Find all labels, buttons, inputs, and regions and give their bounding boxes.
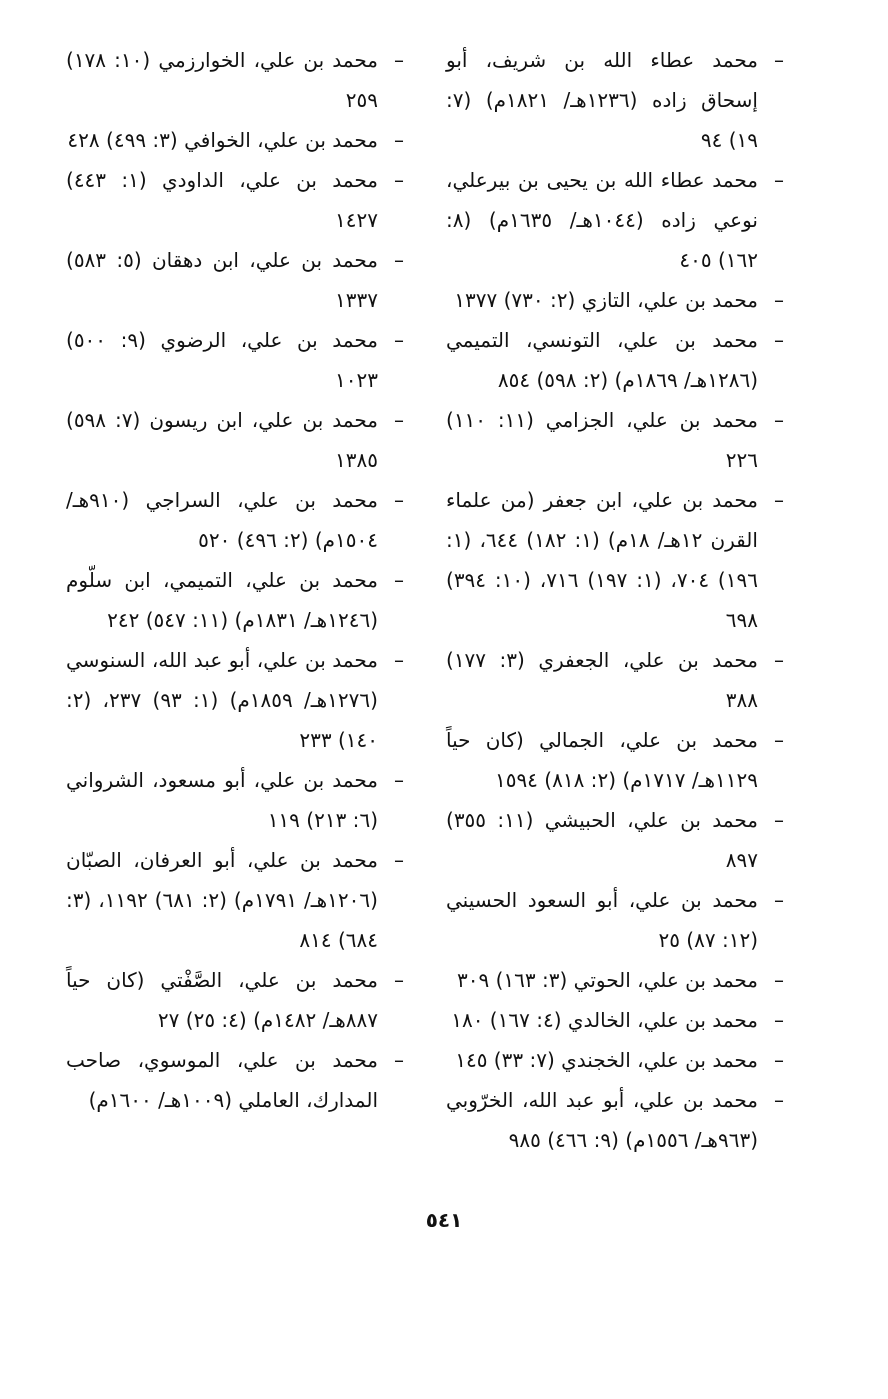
index-entry: – محمد بن علي، التميمي، ابن سلّوم (١٢٤٦هـ/ ١٨٣١م) (١١: ٥٤٧) ٢٤٢ [66, 560, 396, 640]
index-entry: – محمد عطاء الله بن يحيى بن بيرعلي، نوعي زاده (١٠٤٤هـ/ ١٦٣٥م) (٨: ١٦٢) ٤٠٥ [446, 160, 776, 280]
index-entry: – محمد بن علي، الصَّفْتي (كان حياً ٨٨٧هـ/ ١٤٨٢م) (٤: ٢٥) ٢٧ [66, 960, 396, 1040]
right-column [446, 40, 776, 1160]
index-entry: – محمد بن علي، أبو عبد الله، السنوسي (١٢٧٦هـ/ ١٨٥٩م) (١: ٩٣) ٢٣٧، (٢: ١٤٠) ٢٣٣ [66, 640, 396, 760]
index-entry: – محمد عطاء الله بن شريف، أبو إسحاق زاده (١٢٣٦هـ/ ١٨٢١م) (٧: ١٩) ٩٤ [446, 40, 776, 160]
index-entry: – محمد بن علي، أبو العرفان، الصبّان (١٢٠٦هـ/ ١٧٩١م) (٢: ٦٨١) ١١٩٢، (٣: ٦٨٤) ٨١٤ [66, 840, 396, 960]
index-entry: – محمد بن علي، الموسوي، صاحب المدارك، العاملي (١٠٠٩هـ/ ١٦٠٠م) [66, 1040, 396, 1120]
page-number: ٥٤١ [425, 1208, 463, 1232]
index-entry: – محمد بن علي، التازي (٢: ٧٣٠) ١٣٧٧ [446, 280, 776, 320]
index-entry: – محمد بن علي، الجمالي (كان حياً ١١٢٩هـ/ ١٧١٧م) (٢: ٨١٨) ١٥٩٤ [446, 720, 776, 800]
index-entry: – محمد بن علي، السراجي (٩١٠هـ/ ١٥٠٤م) (٢: ٤٩٦) ٥٢٠ [66, 480, 396, 560]
index-entry: – محمد بن علي، الخجندي (٧: ٣٣) ١٤٥ [446, 1040, 776, 1080]
index-entry: – محمد بن علي، الخالدي (٤: ١٦٧) ١٨٠ [446, 1000, 776, 1040]
index-entry: – محمد بن علي، الحبيشي (١١: ٣٥٥) ٨٩٧ [446, 800, 776, 880]
index-entry: – محمد بن علي، الحوتي (٣: ١٦٣) ٣٠٩ [446, 960, 776, 1000]
index-entry: – محمد بن علي، ابن ريسون (٧: ٥٩٨) ١٣٨٥ [66, 400, 396, 480]
index-entry: – محمد بن علي، الداودي (١: ٤٤٣) ١٤٢٧ [66, 160, 396, 240]
left-column [66, 40, 396, 1120]
index-entry: – محمد بن علي، أبو السعود الحسيني (١٢: ٨٧) ٢٥ [446, 880, 776, 960]
index-entry: – محمد بن علي، الجزامي (١١: ١١٠) ٢٢٦ [446, 400, 776, 480]
index-entry: – محمد بن علي، ابن جعفر (من علماء القرن ١٢هـ/ ١٨م) (١: ١٨٢) ٦٤٤، (١: ١٩٦) ٧٠٤، (١: ١٩٧) ٧١٦، (١٠: ٣٩٤) ٦٩٨ [446, 480, 776, 640]
index-page [0, 40, 888, 1220]
index-entry: – محمد بن علي، الخوارزمي (١٠: ١٧٨) ٢٥٩ [66, 40, 396, 120]
index-entry: – محمد بن علي، ابن دهقان (٥: ٥٨٣) ١٣٣٧ [66, 240, 396, 320]
index-entry: – محمد بن علي، الجعفري (٣: ١٧٧) ٣٨٨ [446, 640, 776, 720]
index-entry: – محمد بن علي، الخوافي (٣: ٤٩٩) ٤٢٨ [66, 120, 396, 160]
index-entry: – محمد بن علي، أبو مسعود، الشرواني (٦: ٢١٣) ١١٩ [66, 760, 396, 840]
index-entry: – محمد بن علي، أبو عبد الله، الخرّوبي (٩٦٣هـ/ ١٥٥٦م) (٩: ٤٦٦) ٩٨٥ [446, 1080, 776, 1160]
index-entry: – محمد بن علي، التونسي، التميمي (١٢٨٦هـ/ ١٨٦٩م) (٢: ٥٩٨) ٨٥٤ [446, 320, 776, 400]
index-entry: – محمد بن علي، الرضوي (٩: ٥٠٠) ١٠٢٣ [66, 320, 396, 400]
